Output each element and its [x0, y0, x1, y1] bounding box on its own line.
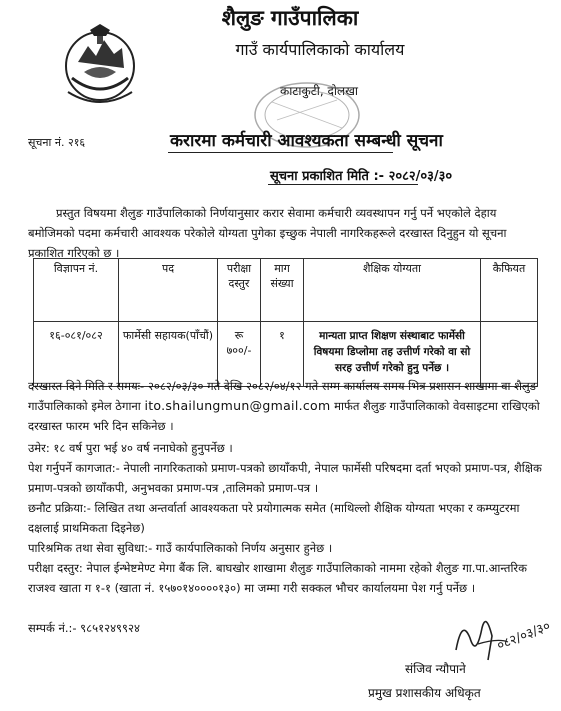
intro-paragraph: प्रस्तुत विषयमा शैलुङ गाउँपालिकाको निर्णयानुसार करार सेवामा कर्मचारी व्यवस्थापन गर्नु पर्ने भएकोले देहाय बमोजिमको पदमा कर्मचारी आवश्यक परेकोले योग्यता पुगेका इच्छुक नेपाली नागरिकहरूले दरखास्त दिनुहुन यो सूचना प्रकाशित गरिएको छ । — [28, 206, 507, 260]
cell-exam-fee: रू ७००/- — [218, 322, 261, 387]
notice-number: सूचना नं. २१६ — [28, 136, 86, 149]
vacancy-table — [33, 258, 538, 387]
office-address: काटाकुटी, दोलखा — [280, 84, 359, 98]
heading-underline — [168, 152, 393, 153]
exam-fee-info: परीक्षा दस्तुर: नेपाल ईन्भेष्टमेण्ट मेगा बैंक लि. बाघखोर शाखामा शैलुङ गाउँपालिकाको नाममा रहेको शैलुङ गा.पा.आन्तरिक राजश्व खाता ग १-१ (खाता नं. १५७०१४००००१३०) मा जम्मा गरी सक्कल भौचर कार्यालयमा पेश गर्नु पर्नेछ । — [28, 561, 527, 595]
signatory-title: प्रमुख प्रशासकीय अधिकृत — [368, 686, 481, 700]
cell-ad-no: १६-०८१/०८२ — [34, 322, 119, 387]
nepal-emblem-logo — [60, 22, 140, 108]
cell-post: फार्मेसी सहायक(पाँचौं) — [119, 322, 218, 387]
header-qualification: शैक्षिक योग्यता — [304, 259, 481, 322]
signatory-name: संजिव न्यौपाने — [405, 662, 466, 676]
contact-number: सम्पर्क नं.:- ९८५१२४९९२४ — [28, 621, 140, 635]
municipality-title: शैलुङ गाउँपालिका — [221, 6, 359, 30]
signature-date: ०८२/०३/३० — [494, 618, 553, 654]
cell-qualification: मान्यता प्राप्त शिक्षण संस्थाबाट फार्मेसी विषयमा डिप्लोमा तह उत्तीर्ण गरेको वा सो सरह उत्तीर्ण गरेको हुनु पर्नेछ । — [304, 322, 481, 387]
deadline-text-end: मार्फत शैलुङ गाउँपालिकाको वेवसाइटमा राखिएको दरखास्त फारम भरि दिन सकिनेछ । — [28, 399, 540, 433]
header-post: पद — [119, 259, 218, 322]
table-header-row — [34, 259, 538, 322]
published-date: सूचना प्रकाशित मिति :- २०८२/०३/३० — [270, 169, 453, 184]
email-address: ito.shailungmun@gmail.com — [144, 398, 331, 413]
header-demand: माग संख्या — [261, 259, 304, 322]
office-subtitle: गाउँ कार्यपालिकाको कार्यालय — [235, 40, 405, 59]
selection-process: छनौट प्रक्रिया:- लिखित तथा अन्तर्वार्ता आवश्यकता परे प्रयोगात्मक समेत (माथिल्लो शैक्षिक योग्यता भएका र कम्प्युटरमा दक्षलाई प्राथमिकता दिइनेछ) — [28, 501, 520, 535]
notice-heading: करारमा कर्मचारी आवश्यकता सम्बन्धी सूचना — [170, 131, 443, 151]
deadline-text: दरखास्त दिने मिति र समयः- २०८२/०३/३० गते देखि २०८२/०४/१२ गते सम्म कार्यालय समय भित्र प्रशासन शाखामा वा शैलुङ गाउँपालिकाको इमेल ठेगाना — [28, 379, 538, 413]
header-exam-fee: परीक्षा दस्तुर — [218, 259, 261, 322]
header-ad-no: विज्ञापन नं. — [34, 259, 119, 322]
required-documents: पेश गर्नुपर्ने कागजात:- नेपाली नागरिकताको प्रमाण-पत्रको छायाँकपी, नेपाल फार्मेसी परिषदमा दर्ता भएको प्रमाण-पत्र, शैक्षिक प्रमाण-पत्रको छायाँकपी, अनुभवका प्रमाण-पत्र ,तालिमको प्रमाण-पत्र । — [28, 461, 542, 495]
deadline-paragraph — [28, 376, 543, 436]
salary-info: पारिश्रमिक तथा सेवा सुविधा:- गाउँ कार्यपालिकाको निर्णय अनुसार हुनेछ । — [28, 541, 333, 555]
published-date-underline — [268, 184, 418, 185]
handwritten-signature — [448, 598, 558, 668]
header-remarks: कैफियत — [481, 259, 538, 322]
cell-demand: १ — [261, 322, 304, 387]
age-requirement: उमेर: १८ वर्ष पुरा भई ४० वर्ष ननाघेको हुनुपर्नेछ । — [28, 441, 233, 455]
